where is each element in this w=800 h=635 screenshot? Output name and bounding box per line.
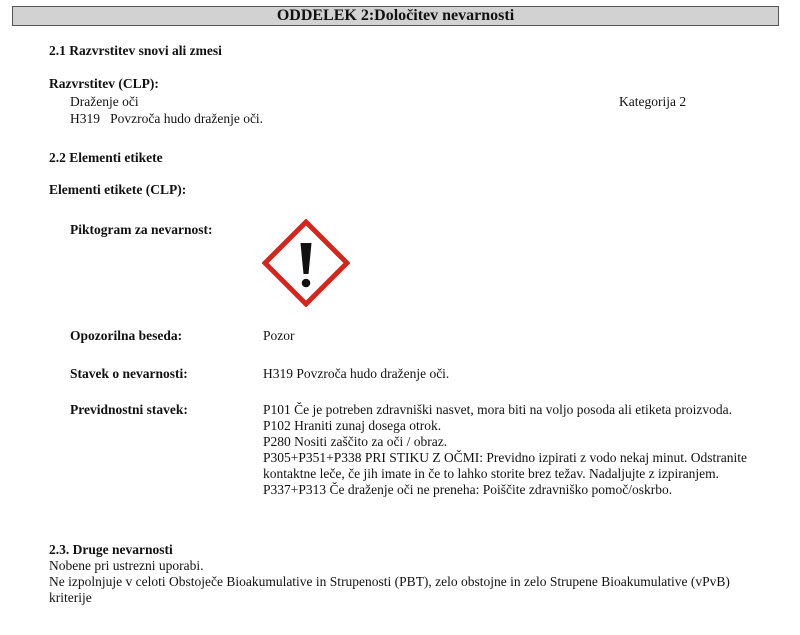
h-text: Povzroča hudo draženje oči. — [110, 111, 264, 126]
other-hazards-line-3: kriterije — [49, 590, 92, 605]
precaution-line: P101 Če je potreben zdravniški nasvet, mora biti na voljo posoda ali etiketa proizvoda. — [263, 402, 733, 417]
precautionary-statement-label: Previdnostni stavek: — [70, 402, 188, 417]
precaution-line: P305+P351+P338 PRI STIKU Z OČMI: Previdno izpirati z vodo nekaj minut. Odstranite — [263, 450, 747, 465]
precaution-line: P337+P313 Če draženje oči ne preneha: Poiščite zdravniško pomoč/oskrbo. — [263, 482, 673, 497]
ghs-exclamation-mark-icon — [262, 219, 350, 307]
section-title-banner — [12, 6, 779, 26]
hazard-statement-label: Stavek o nevarnosti: — [70, 366, 188, 381]
hazard-class: Draženje oči — [70, 94, 139, 109]
section-2-2-heading: 2.2 Elementi etikete — [49, 150, 163, 165]
signal-word-label: Opozorilna beseda: — [70, 328, 183, 343]
label-elements-clp: Elementi etikete (CLP): — [49, 182, 187, 197]
hazard-statement-value: H319 Povzroča hudo draženje oči. — [263, 366, 450, 381]
section-title: ODDELEK 2:Določitev nevarnosti — [276, 7, 515, 24]
pictogram-label: Piktogram za nevarnost: — [70, 222, 213, 237]
precaution-line: P280 Nositi zaščito za oči / obraz. — [263, 434, 448, 449]
classification-clp-label: Razvrstitev (CLP): — [49, 76, 159, 91]
section-2-1-heading: 2.1 Razvrstitev snovi ali zmesi — [49, 43, 222, 58]
h-code: H319 — [70, 111, 100, 126]
precautionary-statements — [263, 402, 783, 498]
hazard-statement-row — [70, 111, 263, 127]
signal-word-value: Pozor — [263, 328, 295, 343]
precaution-line: P102 Hraniti zunaj dosega otrok. — [263, 418, 442, 433]
other-hazards-line-1: Nobene pri ustrezni uporabi. — [49, 558, 204, 573]
hazard-category: Kategorija 2 — [619, 94, 687, 109]
precaution-line: kontaktne leče, če jih imate in če to lahko storite brez težav. Nadaljujte z izpiranjem. — [263, 466, 720, 481]
section-2-3 — [49, 542, 789, 606]
section-2-3-heading: 2.3. Druge nevarnosti — [49, 542, 173, 557]
other-hazards-line-2: Ne izpolnjuje v celoti Obstoječe Bioakumulative in Strupenosti (PBT), zelo obstojne in zelo Strupene Bioakumulative (vPvB) — [49, 574, 730, 589]
